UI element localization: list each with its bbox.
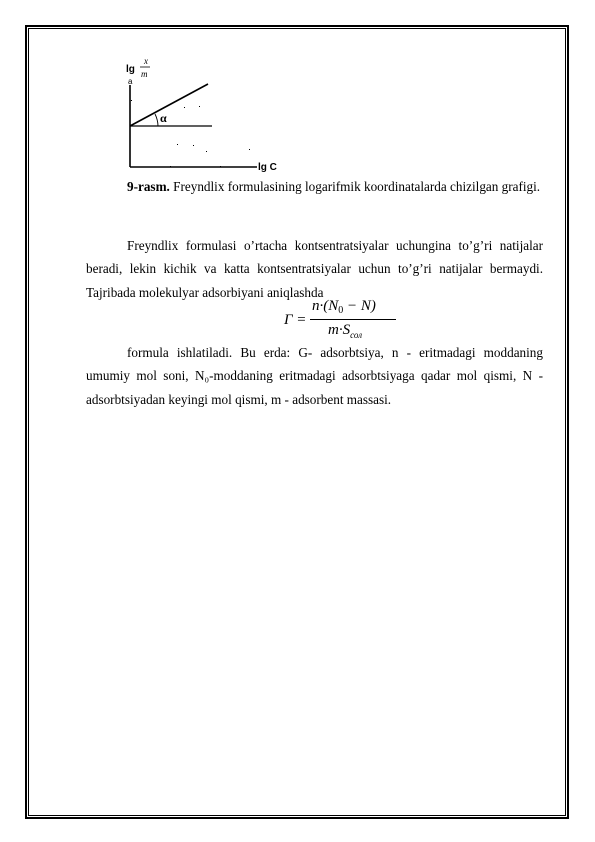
freundlich-log-graph — [120, 55, 290, 173]
paragraph-2-text: formula ishlatiladi. Bu erda: G- adsorbtsiya, n - eritmadagi moddaning umumiy mol soni, N₀-moddaning eritmadagi adsorbtsiyaga qadar mol qismi, N - adsorbtsiyadan keyingi mol qismi, m - adsorbent massasi. — [86, 345, 543, 407]
y-axis-fraction-num: x — [144, 56, 148, 66]
isotherm-line — [130, 84, 208, 126]
paragraph-2 — [86, 341, 543, 411]
page-border-inner — [28, 28, 566, 816]
adsorption-formula — [284, 298, 404, 342]
caption-text: Freyndlix formulasining logarifmik koordinatalarda chizilgan grafigi. — [173, 179, 541, 194]
figure-caption — [86, 175, 543, 198]
formula-denominator: $m\cdot S_{сол}$ — [328, 322, 363, 340]
formula-numerator: $n\cdot(N_0 - N)$ — [312, 298, 376, 316]
paragraph-1-text: Freyndlix formulasi o’rtacha kontsentratsiyalar uchungina to’g’ri natijalar beradi, lekin kichik va katta kontsentratsiyalar uchun to’g’ri natijalar bermaydi. Tajribada molekulyar adsorbiyani aniqlashda — [86, 238, 543, 300]
y-axis-fraction-den: m — [141, 69, 148, 79]
y-axis-small-label: a — [128, 77, 133, 86]
formula-lhs: Г = — [284, 312, 307, 328]
x-axis-label: lg C — [258, 162, 277, 173]
paragraph-1 — [86, 234, 543, 304]
fraction-bar — [310, 319, 396, 320]
y-axis-label: lg — [126, 64, 135, 75]
angle-label: α — [160, 111, 167, 125]
caption-number: 9-rasm. — [127, 179, 170, 194]
